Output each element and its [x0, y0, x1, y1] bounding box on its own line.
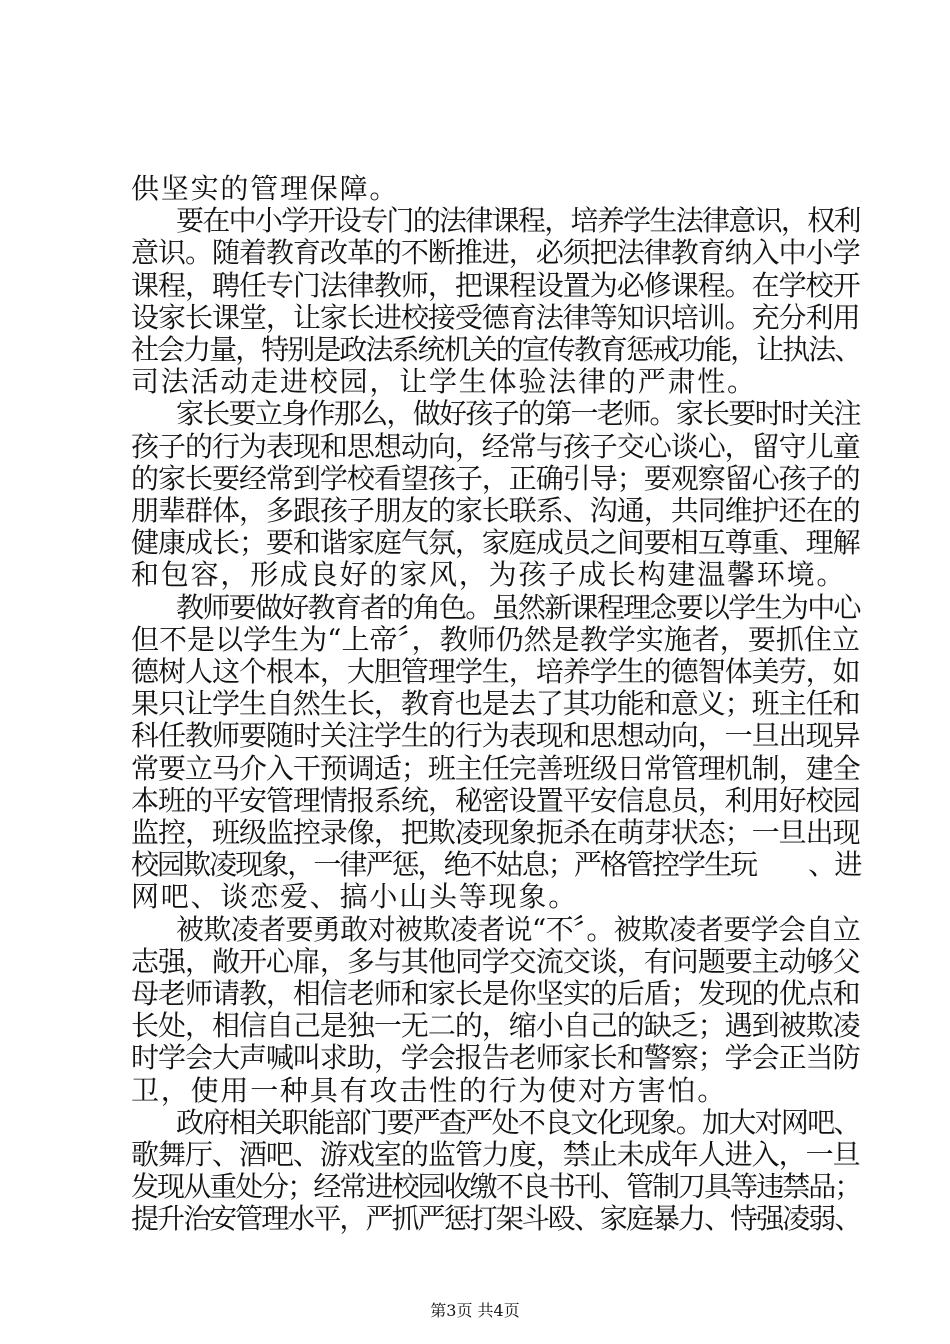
text-line: 校园欺凌现象，一律严惩，绝不姑息；严格管控学生玩 、进: [131, 848, 861, 882]
text-line: 母老师请教，相信老师和家长是你坚实的后盾；发现的优点和: [131, 977, 860, 1010]
text-line: 志强，敞开心扉，多与其他同学交流交谈，有问题要主动够父: [131, 944, 860, 978]
page-footer: 第3页 共4页: [430, 1301, 520, 1320]
text-line: 被欺凌者要勇敢对被欺凌者说“不〞。被欺凌者要学会自立: [176, 912, 861, 946]
text-line: 网吧、谈恋爱、搞小山头等现象。: [131, 880, 579, 914]
text-line: 卫，使用一种具有攻击性的行为使对方害怕。: [131, 1073, 728, 1107]
text-line: 监控，班级监控录像，把欺凌现象扼杀在萌芽状态；一旦出现: [131, 816, 860, 849]
text-line: 要在中小学开设专门的法律课程，培养学生法律意识，权利: [176, 204, 860, 238]
text-line: 政府相关职能部门要严查严处不良文化现象。加大对网吧、: [176, 1105, 860, 1139]
text-line: 但不是以学生为“上帝〞，教师仍然是教学实施者，要抓住立: [131, 622, 860, 656]
text-line: 的家长要经常到学校看望孩子，正确引导；要观察留心孩子的: [131, 461, 860, 495]
text-line: 意识。随着教育改革的不断推进，必须把法律教育纳入中小学: [131, 236, 860, 270]
text-line: 果只让学生自然生长，教育也是去了其功能和意义；班主任和: [131, 687, 860, 721]
text-line: 设家长课堂，让家长进校接受德育法律等知识培训。充分利用: [131, 300, 860, 334]
text-line: 司法活动走进校园，让学生体验法律的严肃性。: [131, 365, 757, 399]
text-line: 本班的平安管理情报系统，秘密设置平安信息员，利用好校园: [131, 783, 860, 817]
text-line: 歌舞厅、酒吧、游戏室的监管力度，禁止未成年人进入，一旦: [131, 1138, 860, 1171]
text-line: 常要立马介入干预调适；班主任完善班级日常管理机制，建全: [131, 751, 860, 785]
text-line: 家长要立身作那么，做好孩子的第一老师。家长要时时关注: [176, 397, 860, 431]
text-line: 课程，聘任专门法律教师，把课程设置为必修课程。在学校开: [131, 268, 860, 302]
text-line: 德树人这个根本，大胆管理学生，培养学生的德智体美劳，如: [131, 655, 860, 688]
text-line: 提升治安管理水平，严抓严惩打架斗殴、家庭暴力、恃强凌弱、: [131, 1202, 861, 1236]
text-line: 供坚实的管理保障。: [131, 172, 400, 205]
text-line: 时学会大声喊叫求助，学会报告老师家长和警察；学会正当防: [131, 1041, 860, 1075]
text-line: 科任教师要随时关注学生的行为表现和思想动向，一旦出现异: [131, 719, 860, 753]
text-line: 健康成长；要和谐家庭气氛，家庭成员之间要相互尊重、理解: [131, 526, 860, 560]
text-line: 朋辈群体，多跟孩子朋友的家长联系、沟通，共同维护还在的: [131, 494, 860, 527]
text-line: 长处，相信自己是独一无二的，缩小自己的缺乏；遇到被欺凌: [131, 1009, 860, 1043]
text-line: 发现从重处分；经常进校园收缴不良书刊、管制刀具等违禁品；: [131, 1170, 861, 1204]
text-line: 教师要做好教育者的角色。虽然新课程理念要以学生为中心: [176, 590, 860, 624]
text-line: 和包容，形成良好的家风，为孩子成长构建温馨环境。: [131, 558, 847, 592]
text-line: 孩子的行为表现和思想动向，经常与孩子交心谈心，留守儿童: [131, 429, 860, 463]
text-line: 社会力量，特别是政法系统机关的宣传教育惩戒功能，让执法、: [131, 333, 861, 366]
